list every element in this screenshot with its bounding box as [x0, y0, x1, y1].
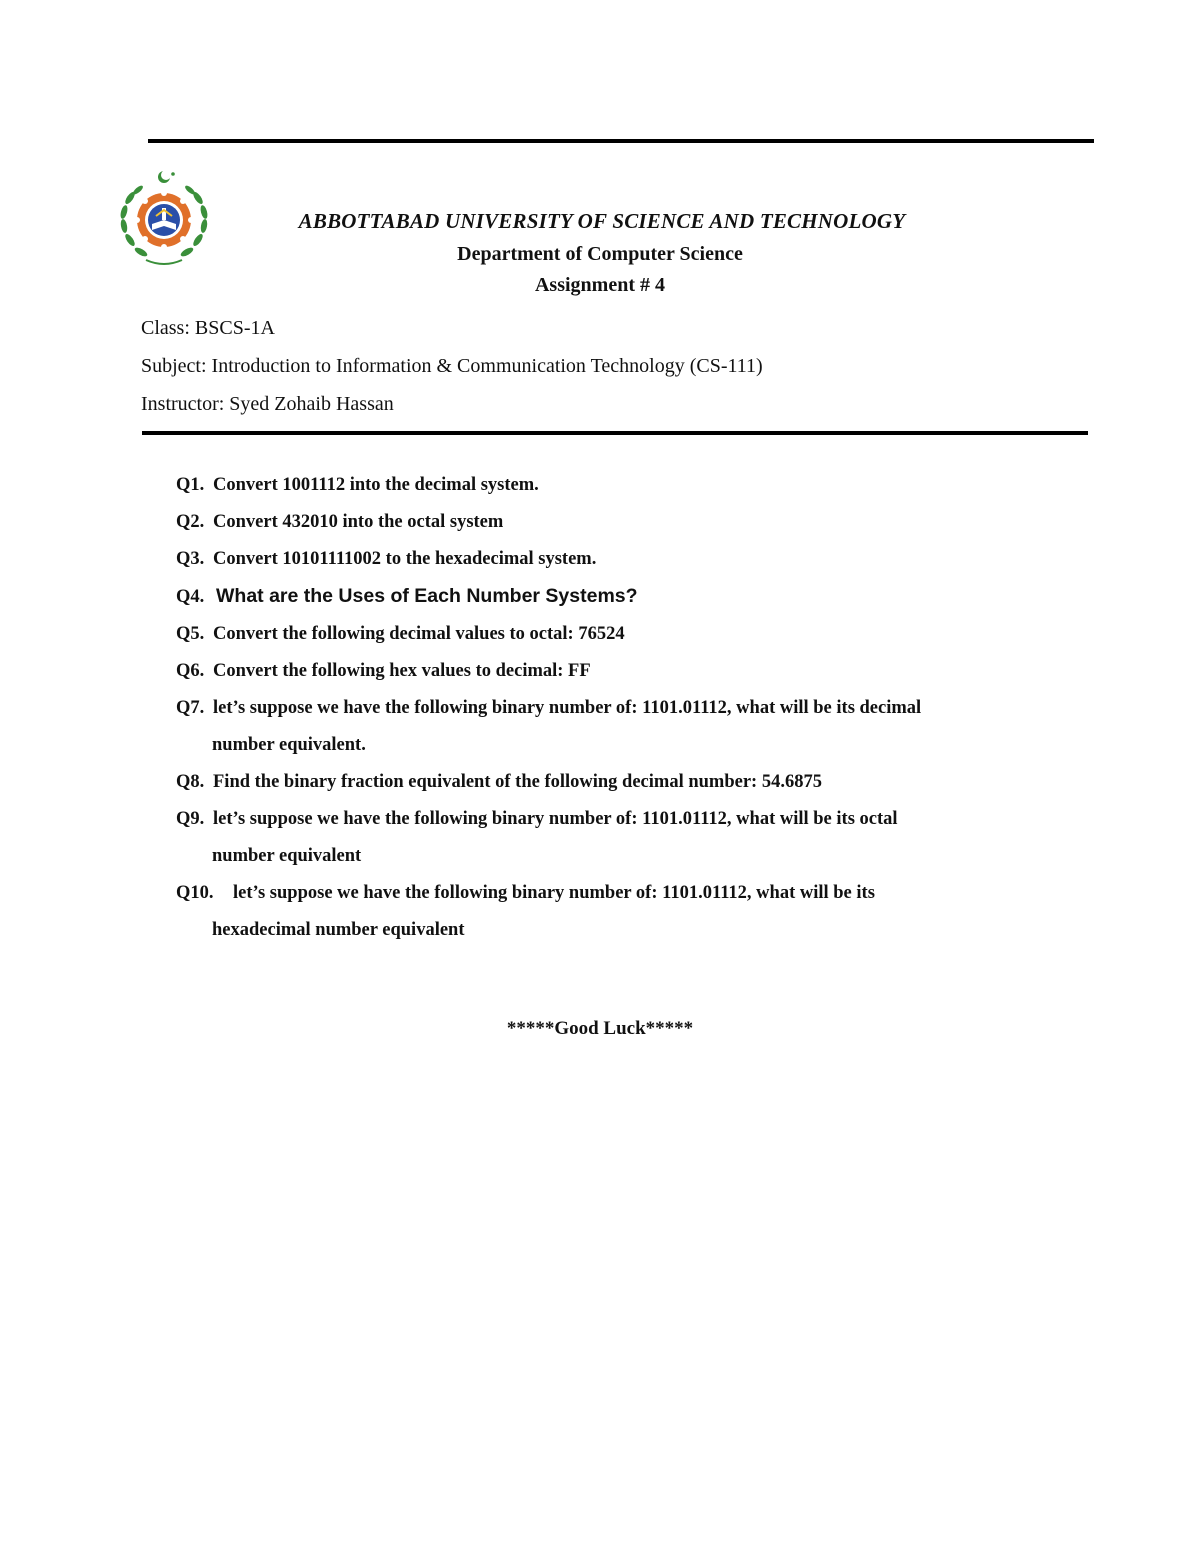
good-luck-footer: *****Good Luck*****	[506, 1018, 694, 1039]
question-number: Q7.	[176, 698, 205, 718]
question-continuation: number equivalent	[212, 846, 362, 866]
question-text: let’s suppose we have the following binary number of: 1101.01112, what will be its	[233, 883, 875, 903]
question-number: Q10.	[176, 883, 214, 903]
assignment-title: Assignment # 4	[534, 274, 665, 296]
question-text: What are the Uses of Each Number Systems?	[216, 585, 638, 607]
question-number: Q2.	[176, 512, 205, 532]
question-number: Q4.	[176, 587, 205, 607]
question-item	[176, 882, 1076, 942]
top-divider	[148, 139, 1094, 143]
university-name: ABBOTTABAD UNIVERSITY OF SCIENCE AND TECHNOLOGY	[298, 209, 906, 233]
class-line: Class: BSCS-1A	[141, 317, 275, 339]
question-text: let’s suppose we have the following binary number of: 1101.01112, what will be its octal	[213, 809, 898, 829]
instructor-line: Instructor: Syed Zohaib Hassan	[141, 393, 394, 415]
question-number: Q5.	[176, 624, 205, 644]
question-number: Q8.	[176, 772, 205, 792]
department-name: Department of Computer Science	[457, 243, 743, 265]
question-text: Find the binary fraction equivalent of the following decimal number: 54.6875	[213, 772, 822, 792]
question-text: Convert 432010 into the octal system	[213, 512, 504, 532]
question-item	[176, 548, 1076, 571]
question-item	[176, 623, 1076, 646]
question-text: Convert the following decimal values to octal: 76524	[213, 624, 625, 644]
question-continuation: number equivalent.	[212, 735, 366, 755]
question-item	[176, 511, 1076, 534]
question-number: Q6.	[176, 661, 205, 681]
question-item	[176, 771, 1076, 794]
question-continuation: hexadecimal number equivalent	[212, 920, 465, 940]
header-divider	[142, 431, 1088, 435]
question-item	[176, 697, 1076, 757]
question-number: Q1.	[176, 475, 205, 495]
question-number: Q3.	[176, 549, 205, 569]
question-list	[176, 474, 1076, 956]
subject-line: Subject: Introduction to Information & Communication Technology (CS-111)	[141, 355, 763, 377]
question-item	[176, 660, 1076, 683]
question-text: Convert 1001112 into the decimal system.	[213, 475, 539, 495]
question-text: Convert 10101111002 to the hexadecimal system.	[213, 549, 597, 569]
question-item	[176, 585, 1076, 609]
question-text: Convert the following hex values to decimal: FF	[213, 661, 591, 681]
question-item	[176, 474, 1076, 497]
question-text: let’s suppose we have the following binary number of: 1101.01112, what will be its decimal	[213, 698, 922, 718]
question-number: Q9.	[176, 809, 205, 829]
question-item	[176, 808, 1076, 868]
